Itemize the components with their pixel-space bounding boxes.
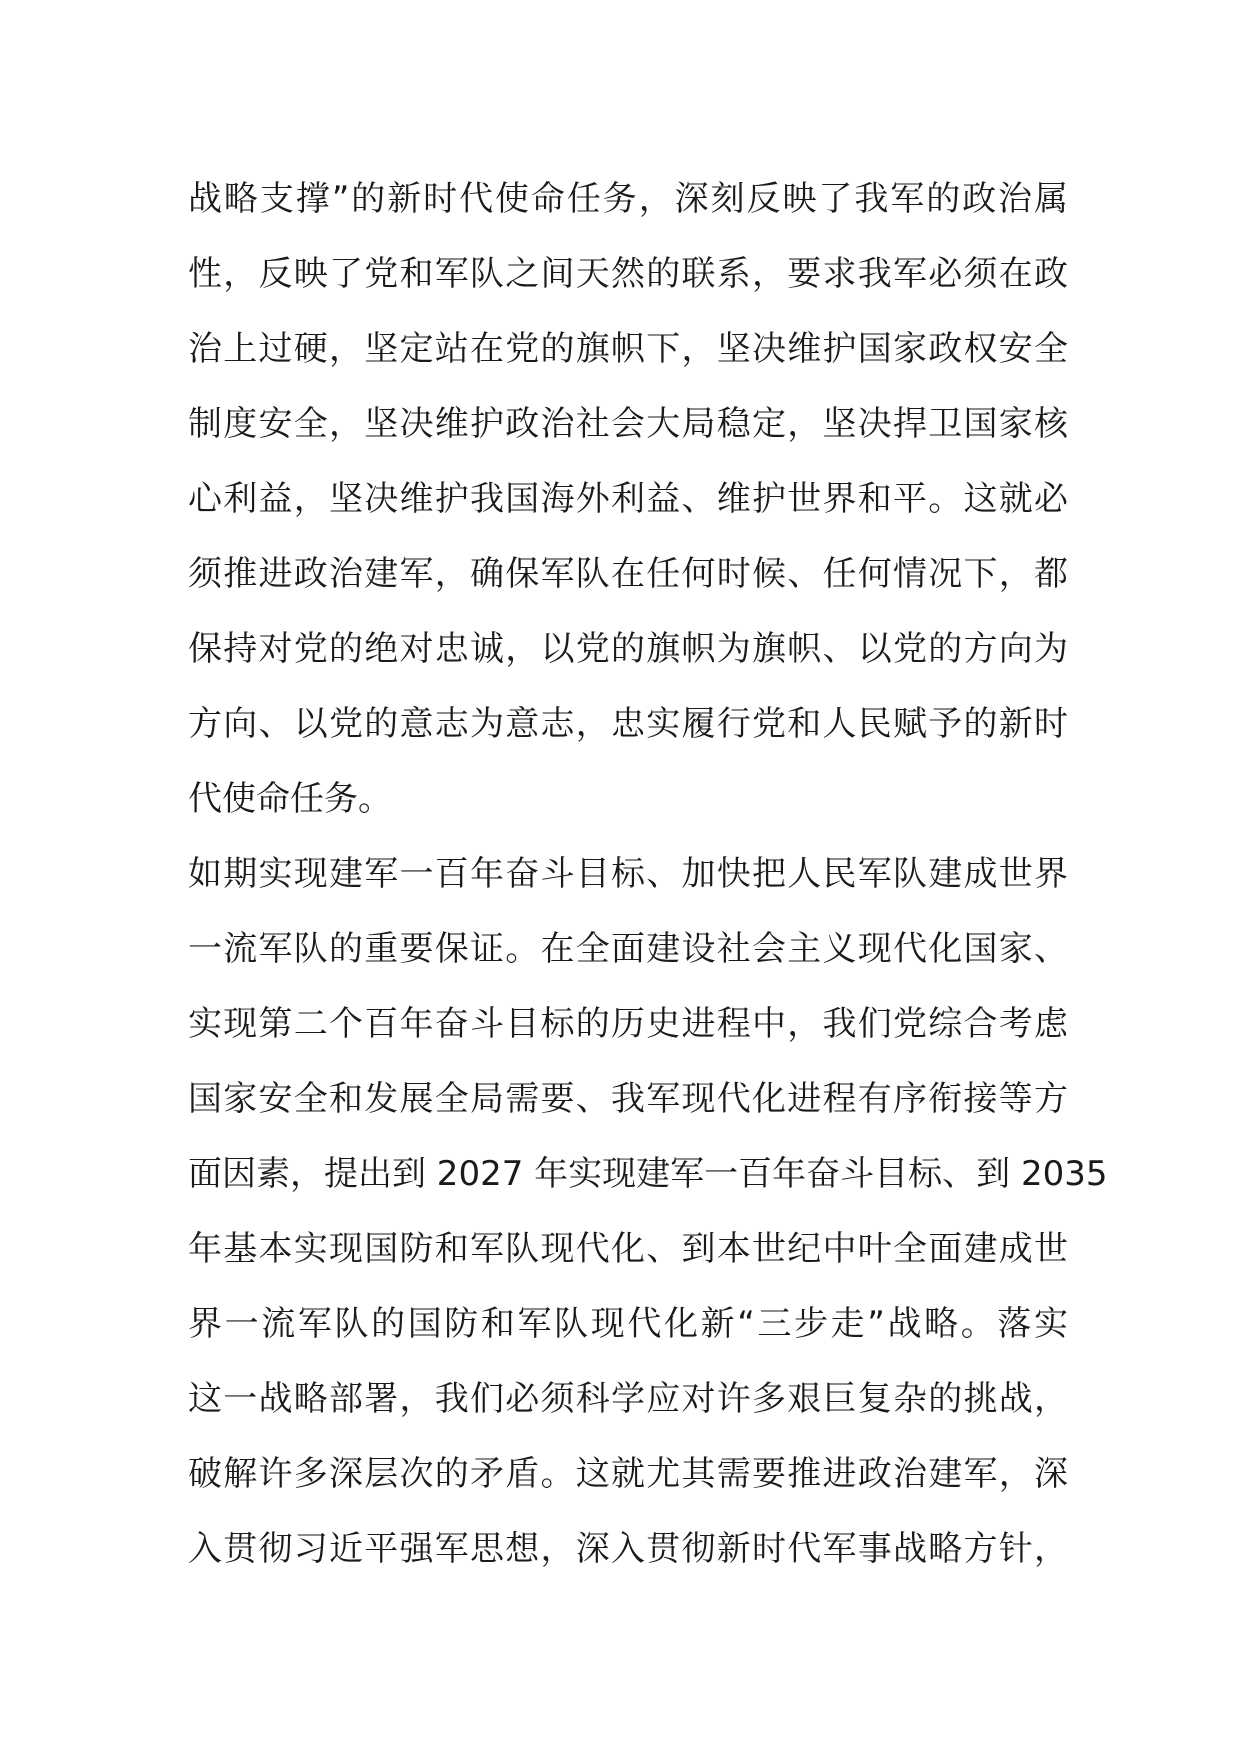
- text-line: 入贯彻习近平强军思想，深入贯彻新时代军事战略方针，: [188, 1529, 1068, 1569]
- text-line: 如期实现建军一百年奋斗目标、加快把人民军队建成世界: [188, 854, 1068, 894]
- text-line: 代使命任务。: [188, 779, 392, 819]
- paragraph-1: [188, 162, 1068, 837]
- text-line: 年基本实现国防和军队现代化、到本世纪中叶全面建成世: [188, 1229, 1068, 1269]
- text-line: 性，反映了党和军队之间天然的联系，要求我军必须在政: [188, 254, 1068, 294]
- text-line: 这一战略部署，我们必须科学应对许多艰巨复杂的挑战，: [188, 1379, 1068, 1419]
- text-line: 界一流军队的国防和军队现代化新“三步走”战略。落实: [188, 1304, 1068, 1344]
- text-line: 战略支撑”的新时代使命任务，深刻反映了我军的政治属: [188, 179, 1068, 219]
- text-line: 一流军队的重要保证。在全面建设社会主义现代化国家、: [188, 929, 1068, 969]
- text-line: 破解许多深层次的矛盾。这就尤其需要推进政治建军，深: [188, 1454, 1068, 1494]
- text-line: 心利益，坚决维护我国海外利益、维护世界和平。这就必: [188, 479, 1068, 519]
- text-line: 国家安全和发展全局需要、我军现代化进程有序衔接等方: [188, 1079, 1068, 1119]
- paragraph-2: [188, 837, 1108, 1587]
- text-line: 保持对党的绝对忠诚，以党的旗帜为旗帜、以党的方向为: [188, 629, 1068, 669]
- text-line: 面因素，提出到 2027 年实现建军一百年奋斗目标、到 2035: [188, 1154, 1108, 1194]
- text-line: 制度安全，坚决维护政治社会大局稳定，坚决捍卫国家核: [188, 404, 1068, 444]
- text-line: 实现第二个百年奋斗目标的历史进程中，我们党综合考虑: [188, 1004, 1068, 1044]
- document-body: [188, 162, 1108, 1587]
- text-line: 方向、以党的意志为意志，忠实履行党和人民赋予的新时: [188, 704, 1068, 744]
- text-line: 治上过硬，坚定站在党的旗帜下，坚决维护国家政权安全: [188, 329, 1068, 369]
- text-line: 须推进政治建军，确保军队在任何时候、任何情况下，都: [188, 554, 1068, 594]
